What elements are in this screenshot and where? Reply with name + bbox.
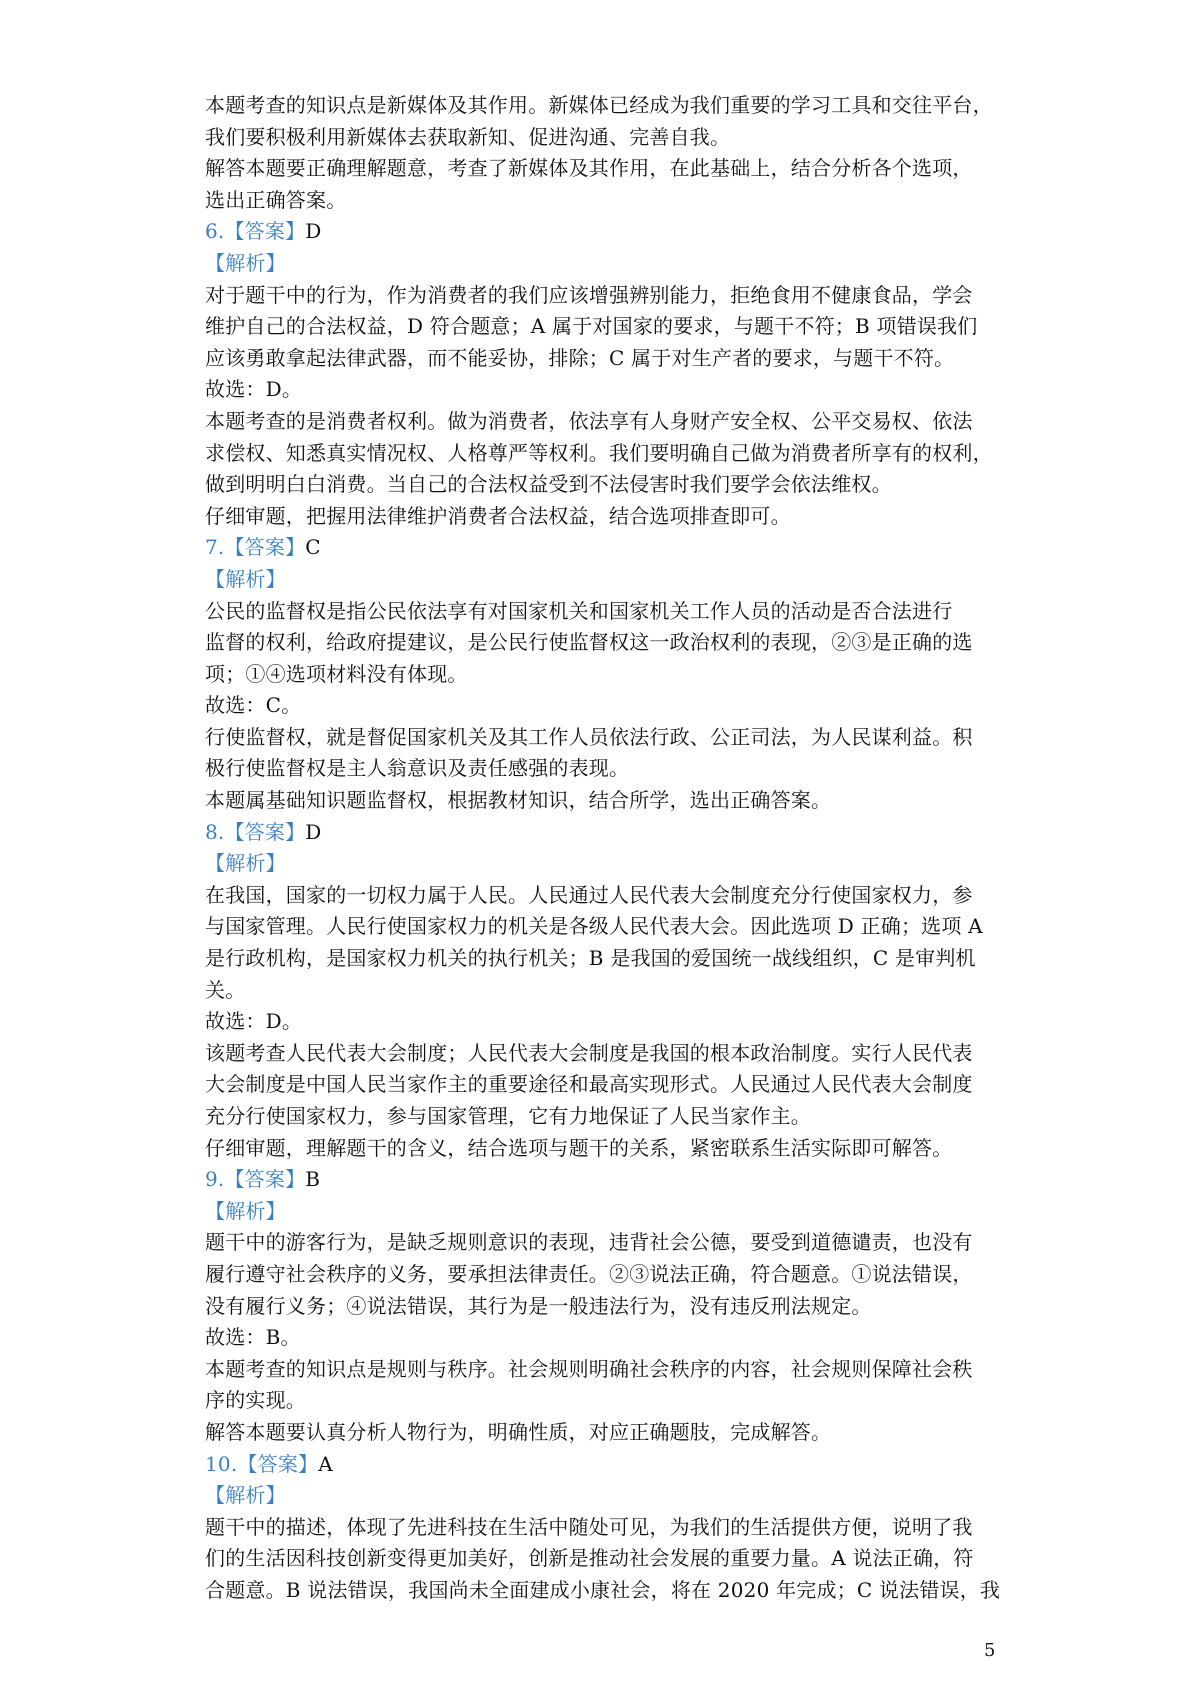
line-text: 题干中的描述，体现了先进科技在生活中随处可见，为我们的生活提供方便，说明了我 [205,1514,973,1539]
answer-tag: 【答案】 [224,1167,306,1192]
text-line [205,469,1005,501]
analysis-heading [205,1196,1005,1228]
text-line [205,122,1005,154]
text-line [205,1291,1005,1323]
text-line [205,690,1005,722]
text-line [205,1417,1005,1449]
text-line [205,280,1005,312]
answer-value: D [305,219,322,244]
line-text: 该题考查人民代表大会制度；人民代表大会制度是我国的根本政治制度。实行人民代表 [205,1040,973,1065]
line-text: 题干中的游客行为，是缺乏规则意识的表现，违背社会公德，要受到道德谴责，也没有 [205,1230,973,1255]
text-line [205,1133,1005,1165]
line-text: 故选：C。 [205,693,302,718]
line-text: 对于题干中的行为，作为消费者的我们应该增强辨别能力，拒绝食用不健康食品，学会 [205,282,973,307]
line-text: 监督的权利，给政府提建议，是公民行使监督权这一政治权利的表现，②③是正确的选 [205,630,973,655]
answer-value: B [305,1167,321,1192]
answer-tag: 【答案】 [224,535,306,560]
line-text: 做到明明白白消费。当自己的合法权益受到不法侵害时我们要学会依法维权。 [205,472,892,497]
text-line [205,785,1005,817]
line-text: 没有履行义务；④说法错误，其行为是一般违法行为，没有违反刑法规定。 [205,1293,872,1318]
text-line [205,1575,1005,1607]
text-line [205,1101,1005,1133]
text-line [205,1385,1005,1417]
text-line [205,659,1005,691]
line-text: 解答本题要正确理解题意，考查了新媒体及其作用，在此基础上，结合分析各个选项， [205,156,973,181]
line-text: 与国家管理。人民行使国家权力的机关是各级人民代表大会。因此选项 D 正确；选项 A [205,914,983,939]
text-line [205,90,1005,122]
line-text: 选出正确答案。 [205,187,347,212]
text-line [205,153,1005,185]
line-text: 公民的监督权是指公民依法享有对国家机关和国家机关工作人员的活动是否合法进行 [205,598,953,623]
line-text: 本题考查的是消费者权利。做为消费者，依法享有人身财产安全权、公平交易权、依法 [205,408,973,433]
text-line [205,1227,1005,1259]
line-text: 序的实现。 [205,1388,306,1413]
text-line [205,880,1005,912]
line-text: 履行遵守社会秩序的义务，要承担法律责任。②③说法正确，符合题意。①说法错误， [205,1261,973,1286]
analysis-tag: 【解析】 [205,250,286,275]
text-line [205,438,1005,470]
line-text: 大会制度是中国人民当家作主的重要途径和最高实现形式。人民通过人民代表大会制度 [205,1072,973,1097]
text-line [205,596,1005,628]
answer-tag: 【答案】 [224,219,306,244]
line-text: 关。 [205,977,246,1002]
line-text: 极行使监督权是主人翁意识及责任感强的表现。 [205,756,630,781]
text-line [205,1322,1005,1354]
answer-line [205,216,1005,248]
answer-line [205,532,1005,564]
answer-line [205,1164,1005,1196]
line-text: 本题考查的知识点是规则与秩序。社会规则明确社会秩序的内容，社会规则保障社会秩 [205,1356,973,1381]
line-text: 项；①④选项材料没有体现。 [205,661,468,686]
question-number: 8. [205,819,225,844]
line-text: 仔细审题，把握用法律维护消费者合法权益，结合选项排查即可。 [205,503,791,528]
text-line [205,1259,1005,1291]
answer-line [205,1449,1005,1481]
line-text: 故选：D。 [205,377,303,402]
answer-tag: 【答案】 [224,819,306,844]
answer-value: D [305,819,322,844]
text-line [205,185,1005,217]
analysis-tag: 【解析】 [205,851,286,876]
line-text: 合题意。B 说法错误，我国尚未全面建成小康社会，将在 2020 年完成；C 说法错误，我 [205,1577,1001,1602]
question-number: 10. [205,1451,238,1476]
text-line [205,753,1005,785]
line-text: 行使监督权，就是督促国家机关及其工作人员依法行政、公正司法，为人民谋利益。积 [205,724,973,749]
text-line [205,1069,1005,1101]
text-line [205,311,1005,343]
line-text: 维护自己的合法权益，D 符合题意；A 属于对国家的要求，与题干不符；B 项错误我们 [205,314,978,339]
analysis-heading [205,564,1005,596]
analysis-heading [205,848,1005,880]
line-text: 本题考查的知识点是新媒体及其作用。新媒体已经成为我们重要的学习工具和交往平台， [205,93,993,117]
line-text: 们的生活因科技创新变得更加美好，创新是推动社会发展的重要力量。A 说法正确，符 [205,1546,974,1571]
analysis-tag: 【解析】 [205,566,286,591]
question-number: 9. [205,1167,225,1192]
line-text: 仔细审题，理解题干的含义，结合选项与题干的关系，紧密联系生活实际即可解答。 [205,1135,953,1160]
text-line [205,1543,1005,1575]
line-text: 是行政机构，是国家权力机关的执行机关；B 是我国的爱国统一战线组织，C 是审判机 [205,946,976,971]
answer-tag: 【答案】 [237,1451,319,1476]
document-body [205,90,1005,1607]
line-text: 应该勇敢拿起法律武器，而不能妥协，排除；C 属于对生产者的要求，与题干不符。 [205,345,955,370]
line-text: 故选：B。 [205,1325,301,1350]
question-number: 6. [205,219,225,244]
analysis-tag: 【解析】 [205,1198,286,1223]
page-number: 5 [984,1640,996,1661]
analysis-heading [205,248,1005,280]
analysis-tag: 【解析】 [205,1483,286,1508]
text-line [205,406,1005,438]
answer-value: C [305,535,321,560]
text-line [205,943,1005,975]
text-line [205,1006,1005,1038]
text-line [205,627,1005,659]
line-text: 我们要积极利用新媒体去获取新知、促进沟通、完善自我。 [205,124,731,149]
text-line [205,1038,1005,1070]
line-text: 求偿权、知悉真实情况权、人格尊严等权利。我们要明确自己做为消费者所享有的权利， [205,440,993,465]
text-line [205,501,1005,533]
analysis-heading [205,1480,1005,1512]
answer-value: A [318,1451,333,1476]
line-text: 本题属基础知识题监督权，根据教材知识，结合所学，选出正确答案。 [205,788,832,813]
text-line [205,1512,1005,1544]
text-line [205,722,1005,754]
text-line [205,975,1005,1007]
line-text: 故选：D。 [205,1009,303,1034]
answer-line [205,817,1005,849]
text-line [205,343,1005,375]
question-number: 7. [205,535,225,560]
line-text: 充分行使国家权力，参与国家管理，它有力地保证了人民当家作主。 [205,1104,811,1128]
text-line [205,911,1005,943]
line-text: 解答本题要认真分析人物行为，明确性质，对应正确题肢，完成解答。 [205,1419,832,1444]
text-line [205,374,1005,406]
line-text: 在我国，国家的一切权力属于人民。人民通过人民代表大会制度充分行使国家权力，参 [205,882,973,907]
text-line [205,1354,1005,1386]
